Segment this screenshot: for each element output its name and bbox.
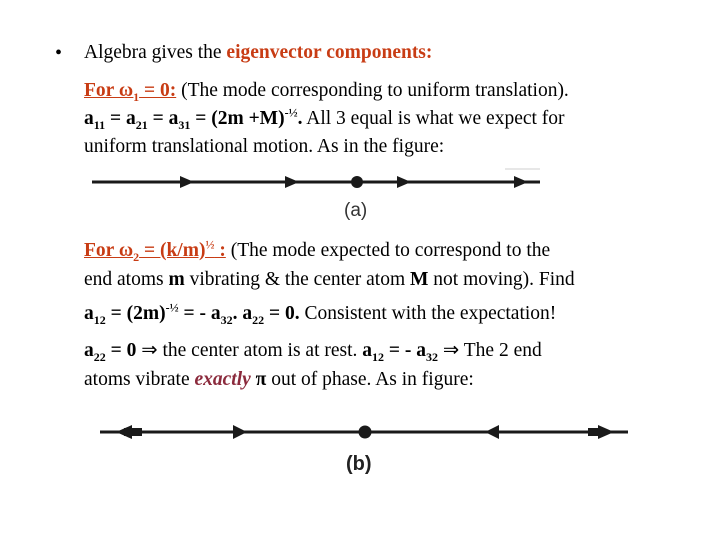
figure-b-center-atom xyxy=(359,426,372,439)
figure-b-arrow-left xyxy=(116,425,132,439)
line-8 xyxy=(84,338,542,364)
figure-a-arrow-center-left xyxy=(285,176,299,188)
text: not moving). Find xyxy=(428,269,575,290)
text: Algebra gives the xyxy=(84,42,227,63)
omega2-label: For $\omega_2 = (k/m)^{\frac{1}{2}}$ : xyxy=(84,237,226,264)
text: All 3 equal is what we expect for xyxy=(302,108,565,129)
line-9 xyxy=(84,367,474,393)
figure-b xyxy=(100,425,628,475)
text: vibrating & the center atom xyxy=(184,269,410,290)
a12-expression: $a_{12}$ = - $a_{32}$ xyxy=(362,340,439,364)
a22-expression: $a_{22} = 0$ xyxy=(84,340,142,364)
figure-b-label: (b) xyxy=(346,453,372,475)
exactly-emphasis: exactly xyxy=(194,369,251,390)
text: The 2 end xyxy=(459,340,542,361)
line-7 xyxy=(84,301,556,327)
figure-a-arrow-center-right xyxy=(397,176,411,188)
text: the center atom is at rest. xyxy=(157,340,363,361)
text: uniform translational motion. As in the figure: xyxy=(84,136,445,157)
figure-a-label: (a) xyxy=(344,200,368,221)
omega1-label: For $\omega_1 = 0$: xyxy=(84,80,177,104)
text: (The mode expected to correspond to the xyxy=(225,240,551,261)
mass-M: M xyxy=(410,269,429,290)
pi-symbol: π xyxy=(250,369,267,390)
line-6 xyxy=(84,267,575,293)
figure-a-arrow-right xyxy=(514,176,528,188)
implies-icon: ⇒ xyxy=(141,340,158,361)
figure-b-arrow-mid-right xyxy=(485,425,499,439)
text: atoms vibrate xyxy=(84,369,195,390)
figure-b-arrow-mid-left xyxy=(233,425,247,439)
text: (The mode corresponding to uniform translation). xyxy=(176,80,569,101)
eigenvector-heading: eigenvector components: xyxy=(226,42,433,63)
figure-a-center-atom xyxy=(351,176,363,188)
eigen-expression-2: $a_{12} = (2m)^{-\frac{1}{2}}$ = - $a_{32}$. $a_{22} = 0$. xyxy=(84,300,300,327)
implies-icon: ⇒ xyxy=(442,340,460,361)
eigen-expression-1: $a_{11} = a_{21} = a_{31} = (2m +M)^{-\frac{1}{2}}$. xyxy=(84,105,303,132)
text: end atoms xyxy=(84,269,169,290)
line-5 xyxy=(84,238,550,264)
bullet: • xyxy=(55,42,63,64)
figure-a-arrow-left xyxy=(180,176,194,188)
text: out of phase. As in figure: xyxy=(266,369,474,390)
figure-a xyxy=(92,169,540,221)
figure-b-arrow-right xyxy=(598,425,614,439)
text: Consistent with the expectation! xyxy=(299,303,557,324)
mass-m: m xyxy=(168,269,185,290)
